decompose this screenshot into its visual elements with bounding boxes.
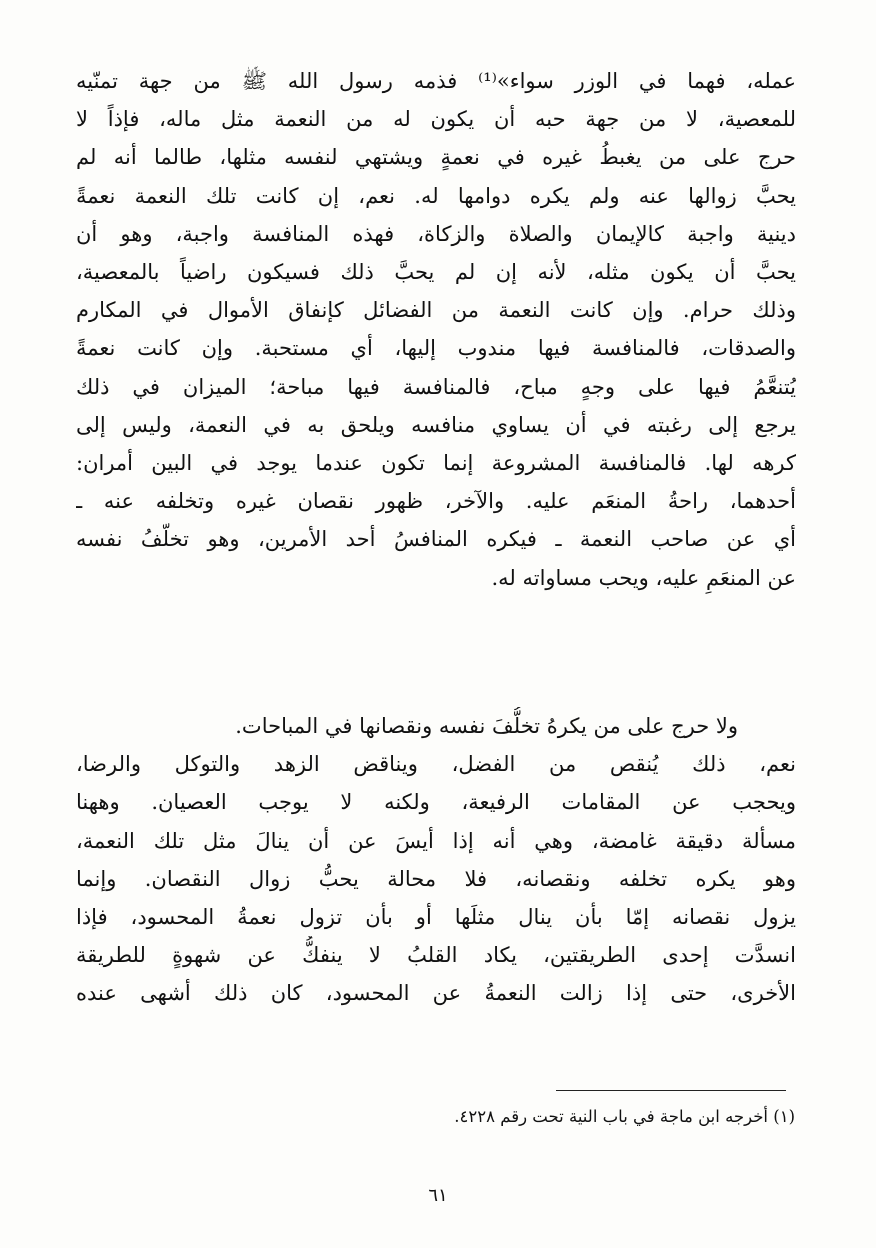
page-number: ٦١ <box>428 1185 448 1206</box>
text-line: مسألة دقيقة غامضة، وهي أنه إذا أيسَ عن أن ينالَ مثل تلك النعمة، <box>76 828 796 853</box>
text-line: كرهه لها. فالمنافسة المشروعة إنما تكون عندما يوجد في البين أمران: <box>76 451 796 476</box>
text-line: والصدقات، فالمنافسة فيها مندوب إليها، أي مستحبة. وإن كانت نعمةً <box>76 336 796 361</box>
text-line: وهو يكره تخلفه ونقصانه، فلا محالة يحبُّ زوال النقصان. وإنما <box>76 866 796 891</box>
text-line: يرجع إلى رغبته في أن يساوي منافسه ويلحق به في النعمة، وليس إلى <box>76 412 796 437</box>
text-line: ويحجب عن المقامات الرفيعة، ولكنه لا يوجب العصيان. وههنا <box>76 790 796 815</box>
text-line: الأخرى، حتى إذا زالت النعمةُ عن المحسود، كان ذلك أشهى عنده <box>76 981 796 1006</box>
text-line: يزول نقصانه إمّا بأن ينال مثلَها أو بأن تزول نعمةُ المحسود، فإذا <box>76 905 796 930</box>
text-line: يحبَّ زوالها عنه ولم يكره دوامها له. نعم، إن كانت تلك النعمة نعمةً <box>76 183 796 208</box>
paragraph-1 <box>76 62 796 597</box>
text-line: يحبَّ أن يكون مثله، لأنه إن لم يحبَّ ذلك فسيكون راضياً بالمعصية، <box>76 260 796 285</box>
text-line: أحدهما، راحةُ المنعَم عليه. والآخر، ظهور نقصان غيره وتخلفه عنه ـ <box>76 489 796 514</box>
text-line: عمله، فهما في الوزر سواء»⁽¹⁾ فذمه رسول الله ﷺ من جهة تمنّيه <box>76 69 796 93</box>
text-line: وذلك حرام. وإن كانت النعمة من الفضائل كإنفاق الأموال في المكارم <box>76 298 796 323</box>
text-line: انسدَّت إحدى الطريقتين، يكاد القلبُ لا ينفكُّ عن شهوةٍ للطريقة <box>76 943 796 968</box>
text-line: ولا حرج على من يكرهُ تخلُّفَ نفسه ونقصانها في المباحات. <box>235 714 738 738</box>
text-line: أي عن صاحب النعمة ـ فيكره المنافسُ أحد الأمرين، وهو تخلّفُ نفسه <box>76 527 796 552</box>
paragraph-2 <box>76 707 796 1013</box>
text-line: نعم، ذلك يُنقص من الفضل، ويناقض الزهد والتوكل والرضا، <box>76 752 796 777</box>
text-line: للمعصية، لا من جهة حبه أن يكون له من النعمة مثل ماله، فإذاً لا <box>76 107 796 132</box>
text-line: عن المنعَمِ عليه، ويحب مساواته له. <box>491 565 796 590</box>
footnote: (١) أخرجه ابن ماجة في باب النية تحت رقم ٤٢٢٨. <box>454 1107 795 1126</box>
text-line: يُتنعَّمُ فيها على وجهٍ مباح، فالمنافسة فيها مباحة؛ الميزان في ذلك <box>76 374 796 399</box>
text-line: حرج على من يغبطُ غيره في نعمةٍ ويشتهي لنفسه مثلها، طالما أنه لم <box>76 145 796 170</box>
text-line: دينية واجبة كالإيمان والصلاة والزكاة، فهذه المنافسة واجبة، وهو أن <box>76 221 796 246</box>
footnote-divider <box>556 1090 786 1091</box>
